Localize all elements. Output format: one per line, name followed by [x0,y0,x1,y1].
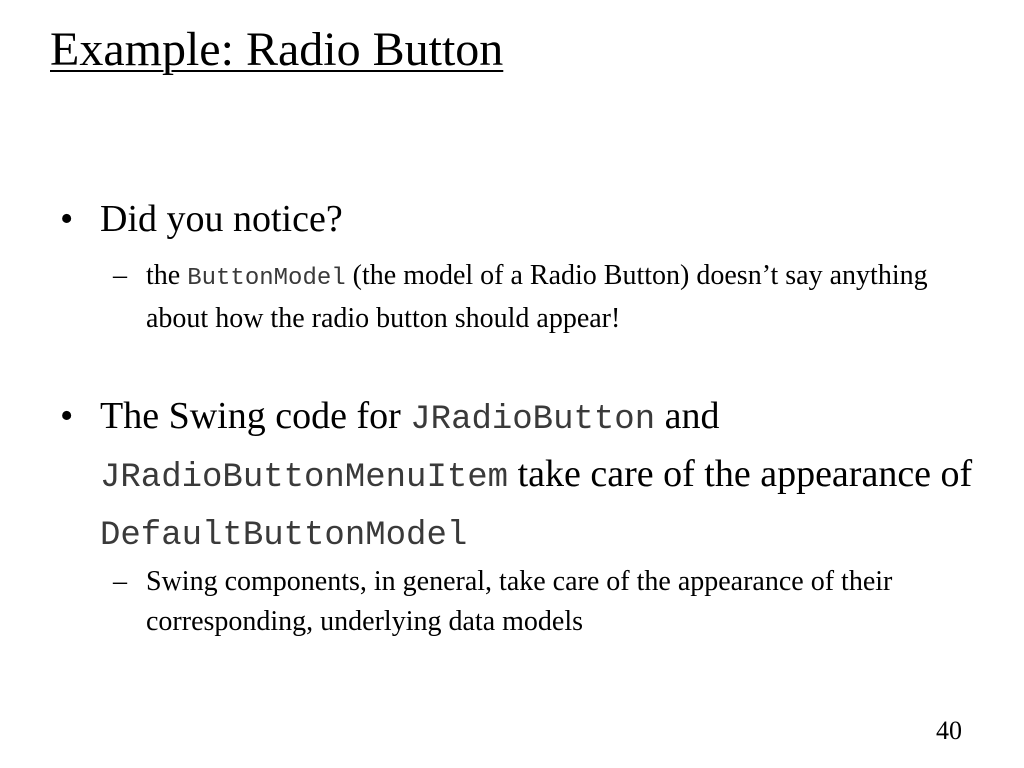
code-buttonmodel: ButtonModel [187,265,346,292]
bullet-marker: • [60,395,74,437]
page-number: 40 [936,716,962,745]
bullet-swing-code [60,389,980,563]
bullet-text-1: The Swing code for [100,395,401,437]
sub-bullet-swing-components [113,562,946,642]
sub-bullet-text-before: the [146,260,181,291]
bullet-text: Did you notice? [100,198,343,240]
code-jradiobuttonmenuitem: JRadioButtonMenuItem [100,459,509,497]
code-defaultbuttonmodel: DefaultButtonModel [100,517,468,555]
sub-bullet-text: Swing components, in general, take care of the appearance of their corresponding, underlying data models [146,566,893,637]
bullet-did-you-notice [60,192,980,246]
bullet-text-2: and [664,395,720,437]
sub-bullet-text-after: (the model of a Radio Button) doesn’t say anything about how the radio button should appear! [146,260,928,334]
sub-bullet-buttonmodel [113,256,946,339]
bullet-marker: • [60,198,74,240]
sub-bullet-marker: – [113,260,127,291]
sub-bullet-marker: – [113,566,127,597]
slide-title: Example: Radio Button [50,23,504,76]
code-jradiobutton: JRadioButton [410,401,656,439]
bullet-text-3: take care of the appearance of [517,453,973,495]
